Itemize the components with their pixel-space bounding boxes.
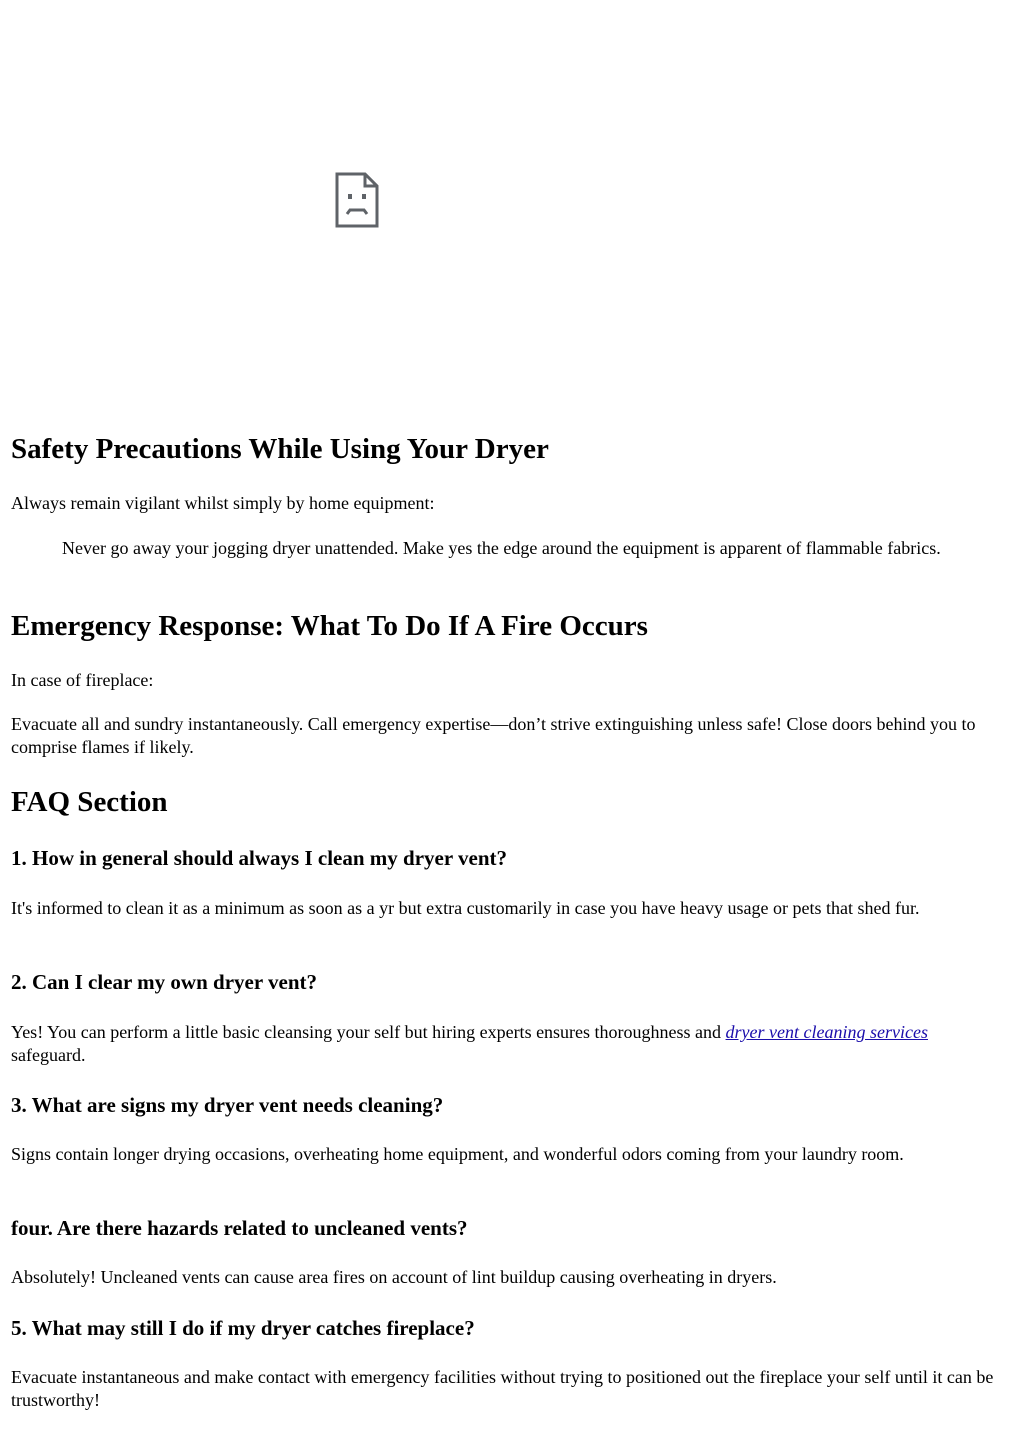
embedded-image-frame: [11, 0, 691, 400]
faq-answer-3: Signs contain longer drying occasions, overheating home equipment, and wonderful odors coming from your laundry room.: [11, 1144, 904, 1164]
heading-safety-precautions: Safety Precautions While Using Your Dryer: [11, 433, 549, 465]
faq-question-3: 3. What are signs my dryer vent needs cleaning?: [11, 1093, 444, 1117]
heading-faq-section: FAQ Section: [11, 786, 168, 818]
emergency-intro-text: In case of fireplace:: [11, 670, 154, 690]
faq-question-2: 2. Can I clear my own dryer vent?: [11, 970, 318, 994]
faq-answer-2-text-after: safeguard.: [11, 1045, 86, 1065]
emergency-body-text: Evacuate all and sundry instantaneously. Call emergency expertise—don’t strive extinguishing unless safe! Close doors behind you to comprise flames if likely.: [11, 714, 976, 757]
broken-image-icon: [335, 172, 379, 228]
heading-emergency-response: Emergency Response: What To Do If A Fire Occurs: [11, 610, 648, 642]
faq-answer-5: Evacuate instantaneous and make contact with emergency facilities without trying to positioned out the fireplace your self until it can be trustworthy!: [11, 1367, 994, 1410]
faq-answer-4: Absolutely! Uncleaned vents can cause area fires on account of lint buildup causing overheating in dryers.: [11, 1267, 777, 1287]
faq-answer-1: It's informed to clean it as a minimum as soon as a yr but extra customarily in case you have heavy usage or pets that shed fur.: [11, 898, 920, 918]
faq-question-1: 1. How in general should always I clean my dryer vent?: [11, 846, 508, 870]
safety-quote: Never go away your jogging dryer unattended. Make yes the edge around the equipment is apparent of flammable fabrics.: [62, 538, 941, 558]
dryer-vent-cleaning-services-link[interactable]: dryer vent cleaning services: [725, 1022, 928, 1042]
faq-answer-2-text-before: Yes! You can perform a little basic cleansing your self but hiring experts ensures thoroughness and: [11, 1022, 726, 1042]
faq-question-5: 5. What may still I do if my dryer catches fireplace?: [11, 1316, 475, 1340]
faq-answer-2: [11, 1021, 1006, 1067]
safety-intro-text: Always remain vigilant whilst simply by home equipment:: [11, 493, 435, 513]
faq-question-4: four. Are there hazards related to uncleaned vents?: [11, 1216, 468, 1240]
